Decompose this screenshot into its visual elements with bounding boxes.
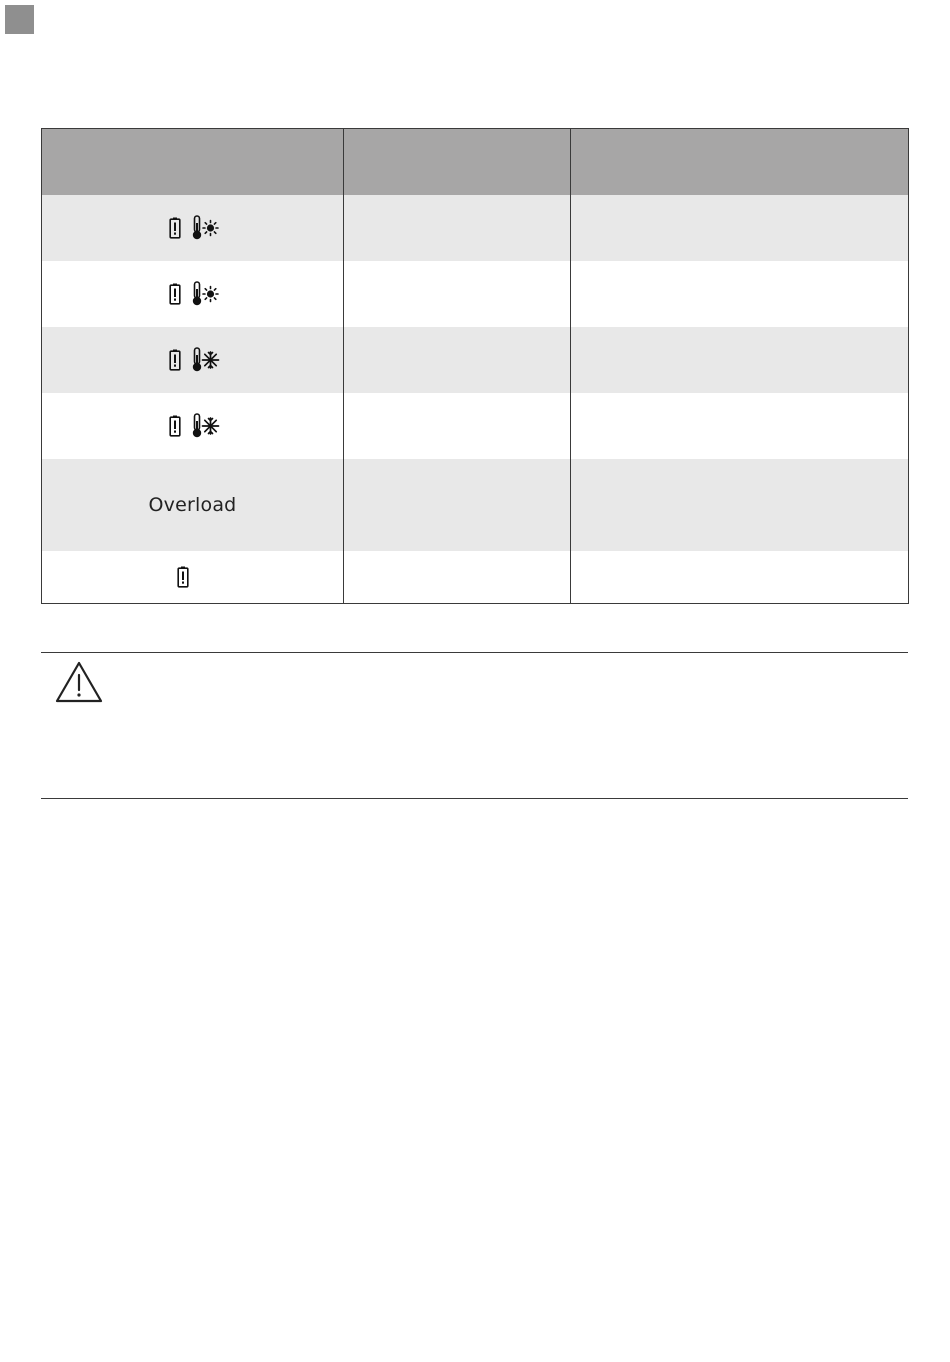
table-row [42,551,908,603]
table-row [42,459,908,551]
status-cell [42,327,343,393]
table-row [42,261,908,327]
status-table [41,128,909,604]
status-text-overload: Overload [148,494,237,516]
status-cell [42,393,343,459]
status-cell [42,551,343,603]
page-corner-marker [5,5,34,34]
battery-warning-icon [169,415,181,437]
status-cell [42,261,343,327]
thermometer-sun-icon [191,281,221,307]
warning-triangle-icon [55,660,103,704]
battery-warning-icon [169,217,181,239]
battery-warning-icon [177,566,189,588]
thermometer-sun-icon [191,215,221,241]
status-cell [42,459,343,551]
status-cell [42,195,343,261]
thermometer-snowflake-icon [191,347,221,373]
table-row [42,327,908,393]
table-row [42,393,908,459]
table-row [42,195,908,261]
column-divider [343,129,344,603]
thermometer-snowflake-icon [191,413,221,439]
table-header-row [42,129,908,195]
warning-top-rule [41,652,908,653]
warning-bottom-rule [41,798,908,799]
battery-warning-icon [169,349,181,371]
battery-warning-icon [169,283,181,305]
column-divider [570,129,571,603]
